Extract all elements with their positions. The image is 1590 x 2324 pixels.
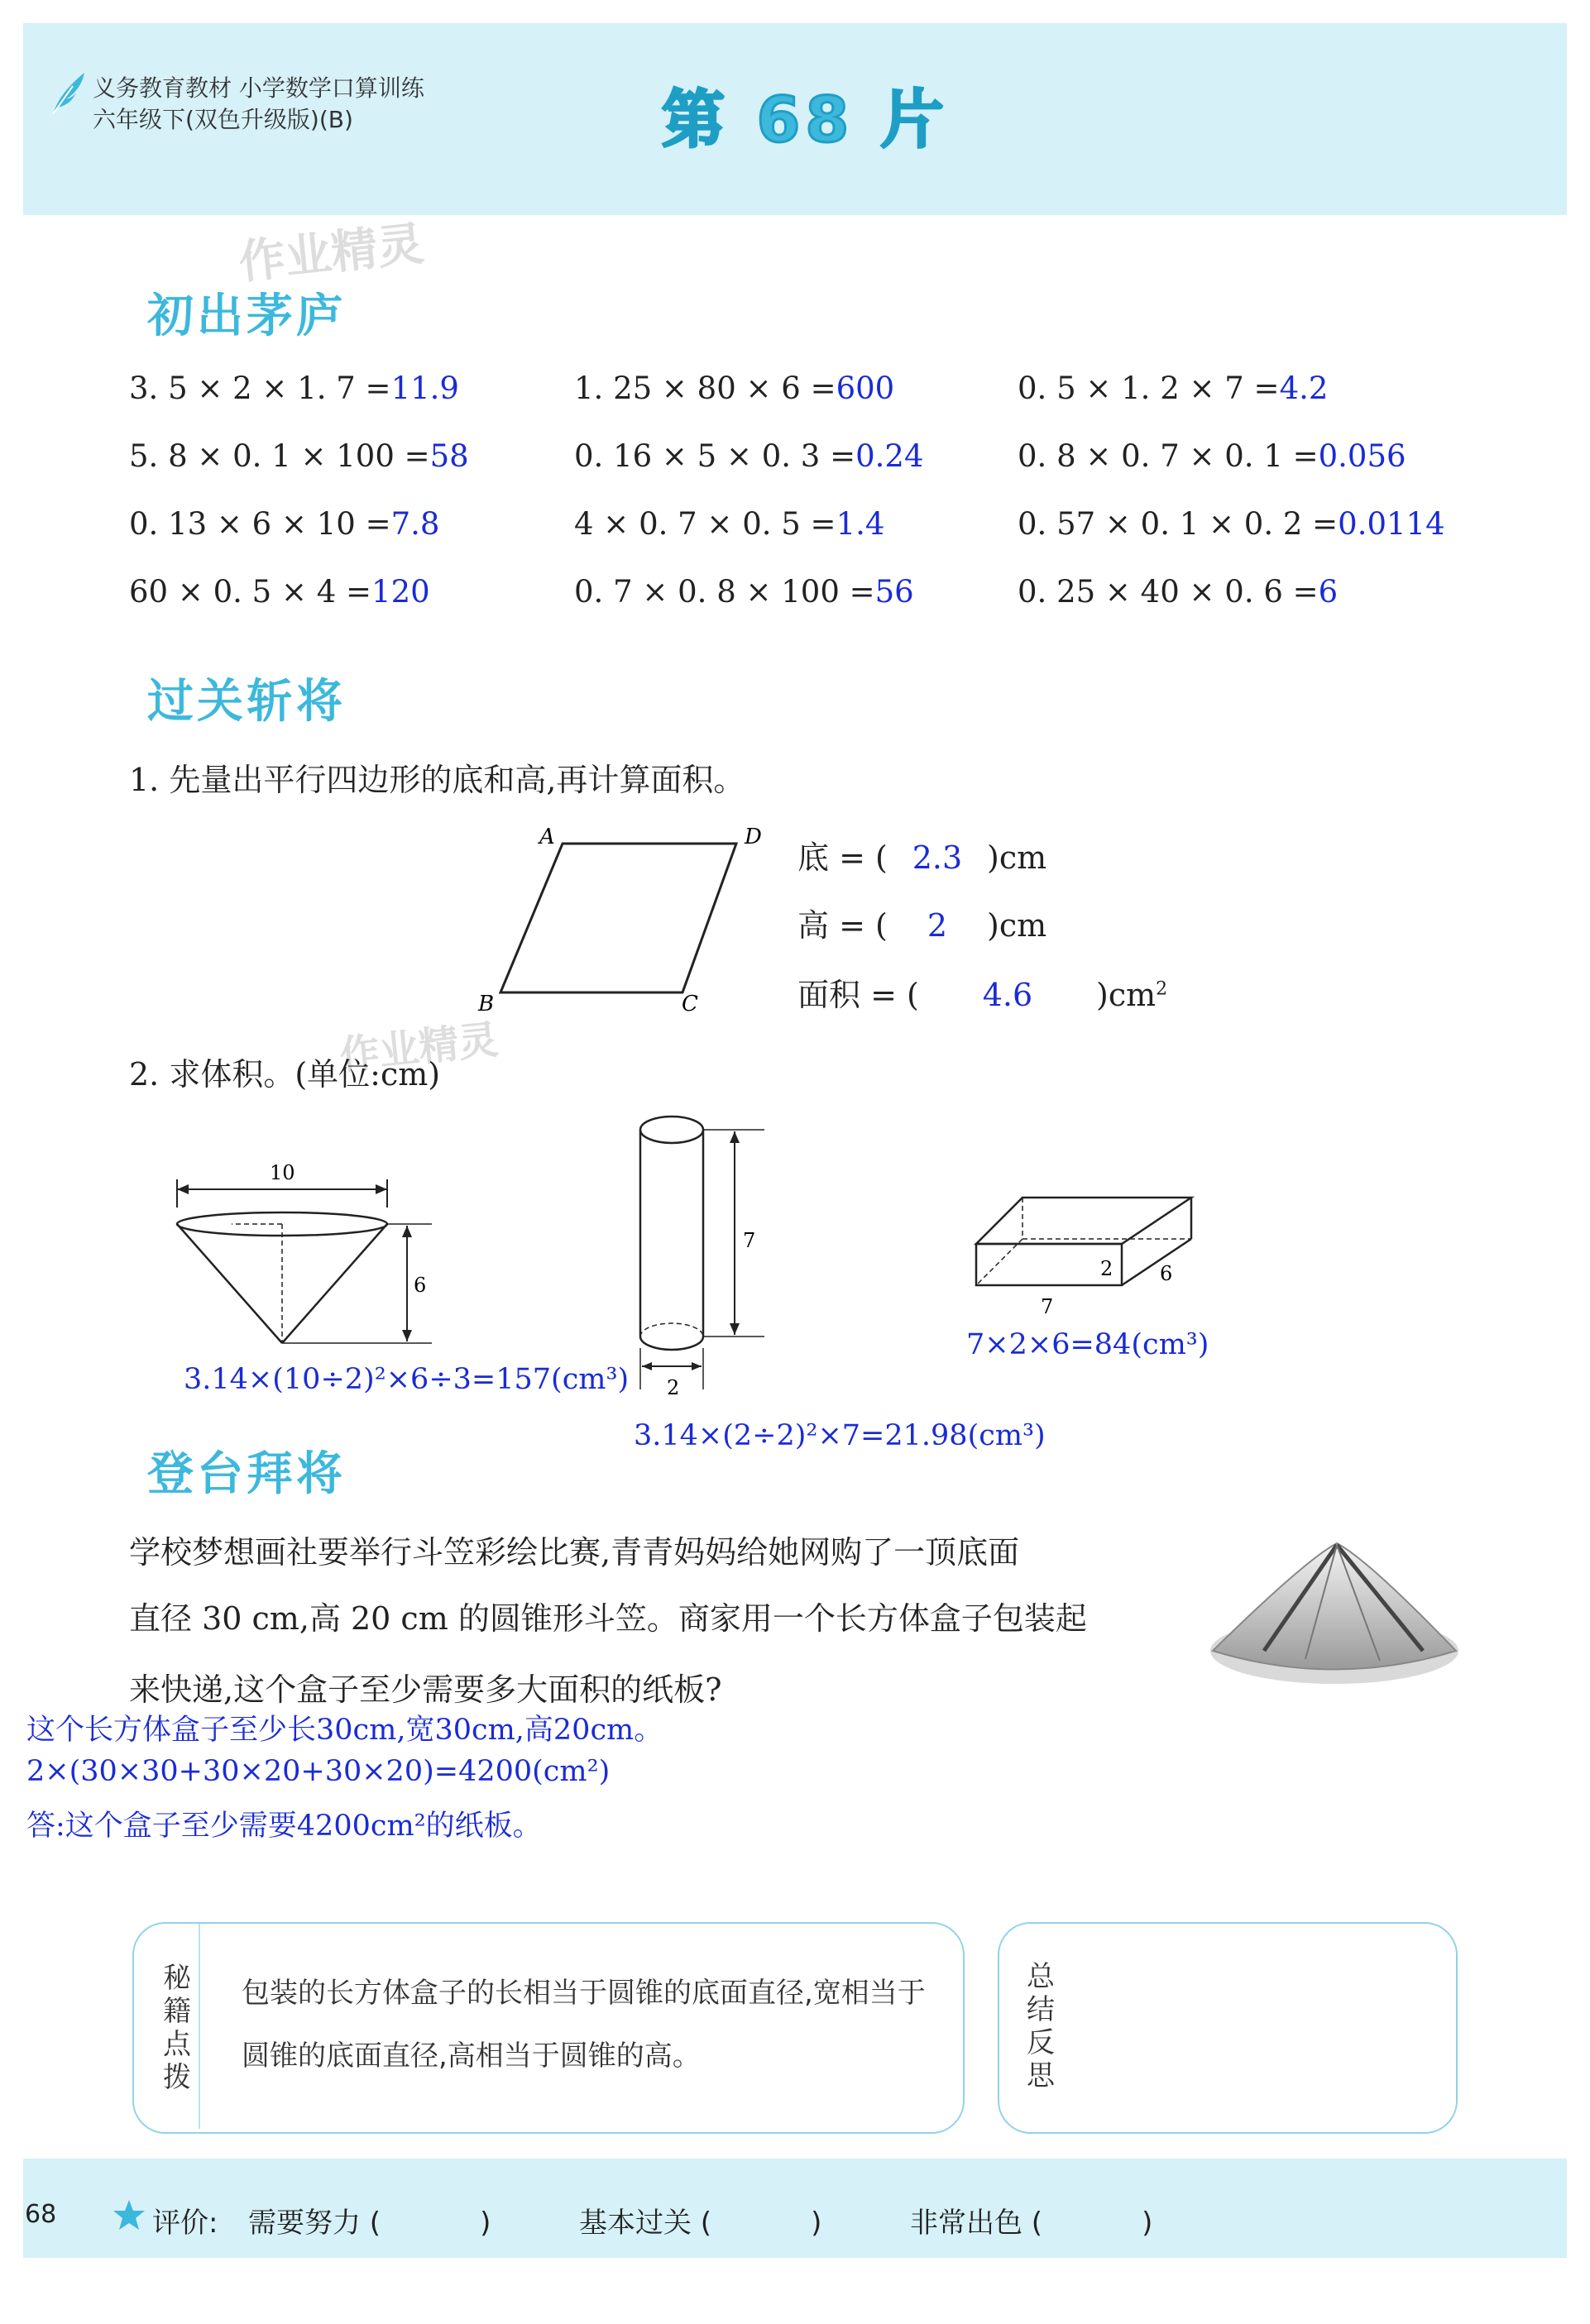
answer: 0.056 xyxy=(1318,438,1406,474)
problem-line-1: 学校梦想画社要举行斗笠彩绘比赛,青青妈妈给她网购了一顶底面 xyxy=(129,1534,1020,1571)
section-title-1: 初出茅庐 xyxy=(147,289,346,343)
base-measure: 底 = ( 2.3 )cm xyxy=(797,839,1047,876)
calc-item: 0. 57 × 0. 1 × 0. 2 =0.0114 xyxy=(1018,506,1445,542)
evaluation-label: 评价: xyxy=(152,2207,218,2240)
tip-text: 包装的长方体盒子的长相当于圆锥的底面直径,宽相当于圆锥的底面直径,高相当于圆锥的高。 xyxy=(242,1977,926,2073)
answer: 6 xyxy=(1318,574,1339,610)
cone-diameter: 10 xyxy=(270,1161,295,1184)
series-line-2: 六年级下(双色升级版)(B) xyxy=(93,106,353,133)
calc-item: 0. 5 × 1. 2 × 7 =4.2 xyxy=(1018,371,1329,406)
section-title-3: 登台拜将 xyxy=(147,1447,346,1501)
cuboid-width: 2 xyxy=(1100,1257,1113,1280)
watermark: 作业精灵 xyxy=(236,217,427,290)
height-measure: 高 = ( 2 )cm xyxy=(797,907,1047,944)
answer: 600 xyxy=(836,371,895,406)
calc-item: 60 × 0. 5 × 4 =120 xyxy=(129,574,430,610)
solution-line-1: 这个长方体盒子至少长30cm,宽30cm,高20cm。 xyxy=(26,1714,663,1747)
vertex-c: C xyxy=(682,992,698,1016)
evaluation-option-2: 基本过关 ( ) xyxy=(579,2207,822,2240)
series-title xyxy=(93,73,424,136)
series-line-1: 义务教育教材 小学数学口算训练 xyxy=(93,74,424,102)
calc-item: 1. 25 × 80 × 6 =600 xyxy=(574,371,895,406)
area-value: 4.6 xyxy=(982,977,1033,1013)
calc-item: 0. 16 × 5 × 0. 3 =0.24 xyxy=(574,438,924,474)
vertex-b: B xyxy=(478,992,495,1016)
cylinder-figure xyxy=(634,1103,799,1401)
calc-item: 4 × 0. 7 × 0. 5 =1.4 xyxy=(574,506,885,542)
calc-item: 3. 5 × 2 × 1. 7 =11.9 xyxy=(129,371,459,406)
question-1: 1. 先量出平行四边形的底和高,再计算面积。 xyxy=(129,762,745,798)
answer: 7.8 xyxy=(390,506,440,542)
vertex-d: D xyxy=(745,825,762,849)
answer: 58 xyxy=(429,438,469,474)
base-value: 2.3 xyxy=(912,839,963,876)
cylinder-height: 7 xyxy=(743,1229,756,1252)
section-title-2: 过关斩将 xyxy=(147,675,346,729)
vertex-a: A xyxy=(539,825,555,849)
tip-label: 秘 籍 点 拨 xyxy=(163,1962,191,2094)
problem-line-3: 来快递,这个盒子至少需要多大面积的纸板? xyxy=(129,1671,722,1708)
parallelogram-figure xyxy=(463,819,778,1017)
calc-item: 5. 8 × 0. 1 × 100 =58 xyxy=(129,438,469,474)
answer: 0.0114 xyxy=(1338,506,1445,542)
calc-item: 0. 7 × 0. 8 × 100 =56 xyxy=(574,574,914,610)
height-value: 2 xyxy=(927,907,948,944)
cuboid-height: 6 xyxy=(1160,1262,1173,1285)
answer: 4.2 xyxy=(1279,371,1329,406)
answer: 0.24 xyxy=(855,438,924,474)
feather-logo-icon xyxy=(48,68,91,117)
calc-item: 0. 8 × 0. 7 × 0. 1 =0.056 xyxy=(1018,438,1406,474)
cuboid-answer: 7×2×6=84(cm³) xyxy=(966,1328,1209,1361)
cuboid-figure xyxy=(968,1183,1208,1323)
solution-line-3: 答:这个盒子至少需要4200cm²的纸板。 xyxy=(26,1810,542,1843)
question-2: 2. 求体积。(单位:cm) xyxy=(129,1056,441,1093)
summary-label: 总 结 反 思 xyxy=(1027,1960,1055,2092)
evaluation-option-3: 非常出色 ( ) xyxy=(910,2207,1153,2240)
answer: 1.4 xyxy=(836,506,885,542)
conical-hat-image xyxy=(1206,1527,1463,1692)
calc-item: 0. 13 × 6 × 10 =7.8 xyxy=(129,506,440,542)
cylinder-diameter: 2 xyxy=(667,1376,680,1399)
answer: 56 xyxy=(874,574,914,610)
page-number: 68 xyxy=(25,2200,57,2229)
answer: 120 xyxy=(371,574,430,610)
cone-figure xyxy=(165,1150,447,1356)
area-measure: 面积 = ( 4.6 )$cm^2$ xyxy=(797,977,1168,1013)
cylinder-answer: 3.14×(2÷2)²×7=21.98(cm³) xyxy=(634,1419,1046,1452)
problem-line-2: 直径 30 cm,高 20 cm 的圆锥形斗笠。商家用一个长方体盒子包装起 xyxy=(129,1600,1087,1637)
tip-divider xyxy=(199,1924,200,2129)
solution-line-2: 2×(30×30+30×20+30×20)=4200(cm²) xyxy=(26,1755,611,1788)
calc-item: 0. 25 × 40 × 0. 6 =6 xyxy=(1018,574,1339,610)
cone-height: 6 xyxy=(414,1274,427,1297)
page-title: 第 68 片 xyxy=(662,83,949,156)
watermark: 作业精灵 xyxy=(338,1016,500,1079)
summary-box xyxy=(998,1922,1458,2134)
cuboid-length: 7 xyxy=(1041,1295,1054,1318)
answer: 11.9 xyxy=(390,371,459,406)
header-wave xyxy=(23,190,1567,215)
star-icon xyxy=(113,2198,146,2231)
evaluation-option-1: 需要努力 ( ) xyxy=(248,2207,491,2240)
cone-answer: 3.14×(10÷2)²×6÷3=157(cm³) xyxy=(184,1363,630,1396)
